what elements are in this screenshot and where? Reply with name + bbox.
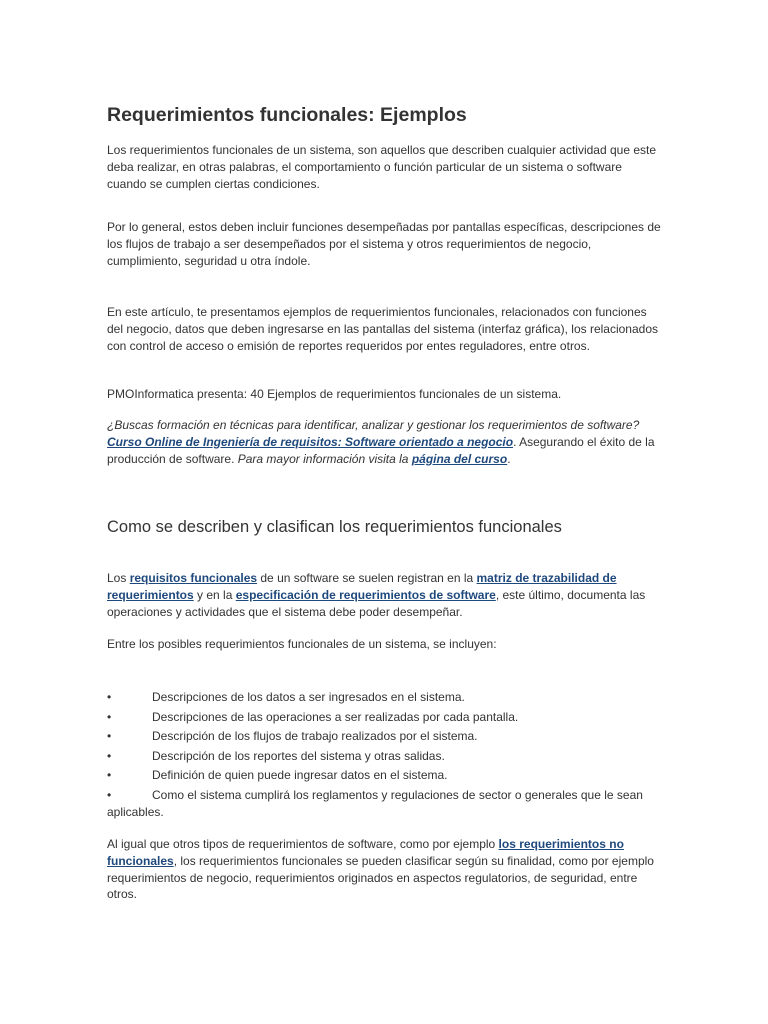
- list-item-text: Descripciones de las operaciones a ser realizadas por cada pantalla.: [152, 709, 519, 724]
- list-item-text: Descripciones de los datos a ser ingresados en el sistema.: [152, 690, 465, 704]
- bullet-icon: •: [107, 748, 112, 763]
- list-item-text: Descripción de los reportes del sistema y otras salidas.: [152, 748, 445, 763]
- list-item-text: Descripción de los flujos de trabajo realizados por el sistema.: [152, 729, 478, 744]
- list-item-text: Definición de quien puede ingresar datos en el sistema.: [152, 768, 448, 783]
- course-text-success: . Asegurando el éxito de la producción de software.: [107, 434, 655, 466]
- requirements-list: [107, 689, 662, 823]
- closing-text-2: , los requerimientos funcionales se pueden clasificar según su finalidad, como por ejemplo requerimientos de negocio, requerimientos originados en aspectos regulatorios, de seguridad, entre otros.: [107, 853, 654, 902]
- requisitos-funcionales-link[interactable]: requisitos funcionales: [129, 571, 258, 585]
- course-text-question: ¿Buscas formación en técnicas para identificar, analizar y gestionar los requerimientos de software?: [107, 418, 640, 432]
- req-text-4: , este último, documenta las operaciones y actividades que el sistema debe poder desempeñar.: [107, 587, 646, 619]
- especificacion-requerimientos-link[interactable]: especificación de requerimientos de software: [235, 587, 496, 602]
- paragraph-article: En este artículo, te presentamos ejemplos de requerimientos funcionales, relacionados con funciones del negocio, datos que deben ingresarse en las pantallas del sistema (interfaz gráfica), los relacionados con control de acceso o emisión de reportes requeridos por entes reguladores, entre otros.: [107, 305, 658, 353]
- req-text-1: Los: [107, 571, 130, 585]
- paragraph-list-intro: Entre los posibles requerimientos funcionales de un sistema, se incluyen:: [107, 637, 497, 651]
- paragraph-course: [107, 417, 662, 467]
- paragraph-requisitos: [107, 570, 662, 620]
- course-link[interactable]: Curso Online de Ingeniería de requisitos: Software orientado a negocio: [107, 434, 514, 449]
- section-heading: Como se describen y clasifican los requerimientos funcionales: [107, 518, 562, 536]
- page-title: Requerimientos funcionales: Ejemplos: [107, 104, 467, 126]
- req-text-2: de un software se suelen registran en la: [257, 571, 477, 585]
- bullet-icon: •: [107, 787, 112, 802]
- req-text-3: y en la: [193, 587, 236, 602]
- bullet-icon: •: [107, 690, 112, 704]
- list-item-text: Como el sistema cumplirá los reglamentos y regulaciones de sector o generales que le sean aplicables.: [107, 787, 643, 819]
- list-item: [107, 689, 662, 706]
- intro-paragraph: Los requerimientos funcionales de un sistema, son aquellos que describen cualquier actividad que este deba realizar, en otras palabras, el comportamiento o función particular de un sistema o software cuando se cumplen ciertas condiciones.: [107, 143, 657, 191]
- requerimientos-no-funcionales-link[interactable]: los requerimientos no funcionales: [107, 837, 624, 868]
- closing-text-1: Al igual que otros tipos de requerimientos de software, como por ejemplo: [107, 837, 499, 851]
- bullet-icon: •: [107, 768, 112, 783]
- course-page-link[interactable]: página del curso: [411, 451, 508, 466]
- bullet-icon: •: [107, 709, 112, 724]
- list-item: [107, 728, 662, 745]
- list-item: [107, 787, 662, 821]
- paragraph-pmo: PMOInformatica presenta: 40 Ejemplos de requerimientos funcionales de un sistema.: [107, 387, 562, 401]
- course-text-end: .: [507, 451, 511, 466]
- paragraph-general: Por lo general, estos deben incluir funciones desempeñadas por pantallas específicas, descripciones de los flujos de trabajo a ser desempeñados por el sistema y otros requerimientos de negocio, cumplimiento, seguridad u otra índole.: [107, 220, 661, 268]
- list-item: [107, 767, 662, 784]
- list-item: [107, 748, 662, 765]
- course-text-info: Para mayor información visita la: [237, 451, 412, 466]
- matriz-trazabilidad-link[interactable]: matriz de trazabilidad de requerimientos: [107, 571, 617, 602]
- paragraph-closing: [107, 836, 662, 903]
- bullet-icon: •: [107, 729, 112, 744]
- list-item: [107, 709, 662, 726]
